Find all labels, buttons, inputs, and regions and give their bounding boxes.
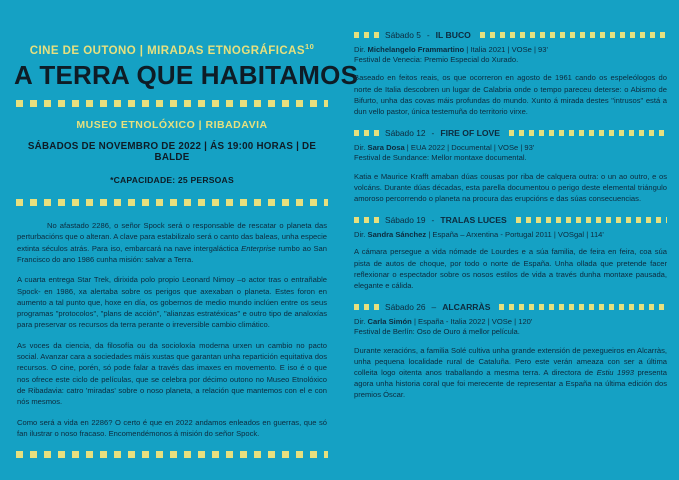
film-date: Sábado 12	[385, 127, 426, 138]
director-label: Dir.	[354, 317, 366, 327]
intro-text-block	[14, 220, 330, 448]
film-separator: -	[431, 214, 435, 225]
film-details: | EUA 2022 | Documental | VOSe | 93'	[406, 143, 535, 153]
film-header	[354, 215, 667, 224]
film-synopsis: Baseado en feitos reais, os que ocorreron en agosto de 1961 cando os espeleólogos do norte de Italia descobren un lugar de Calabria onde o tempo pareceu deterse: o Abismo de Bifurto, unha das covas máis profundas do mundo. Xunto á mirada destes "intrusos" está a dun vello pastor, única testemuña do territorio virxe.	[354, 73, 667, 117]
dotted-trail-icon	[480, 32, 667, 38]
venue-label: MUSEO ETNOLÓXICO | RIBADAVIA	[76, 119, 268, 132]
director-name: Michelangelo Frammartino	[367, 45, 465, 54]
film-entry	[354, 128, 667, 204]
dotted-divider-bottom	[16, 451, 328, 458]
film-header	[354, 30, 667, 39]
film-header	[354, 302, 667, 311]
film-date: Sábado 19	[385, 214, 426, 225]
intro-paragraph: Como será a vida en 2286? O certo é que en 2022 andamos enleados en guerras, que só fan ilustrar o noso fracaso. Encomendémonos á misión do señor Spock.	[17, 417, 327, 438]
dotted-divider-mid	[16, 199, 328, 206]
film-separator: –	[431, 301, 437, 312]
intro-paragraph-part: rumbo ao San Francisco do ano 1986 cunha misión: salvar a Terra.	[17, 243, 328, 264]
film-title: FIRE OF LOVE	[440, 127, 501, 138]
film-header	[354, 128, 667, 137]
director-label: Dir.	[354, 230, 366, 240]
film-separator: -	[426, 29, 430, 40]
film-award: Festival de Venecia: Premio Especial do Xurado.	[354, 55, 519, 65]
referenced-film-title-italic: Estiu 1993	[596, 368, 634, 378]
film-synopsis	[354, 345, 667, 401]
dotted-trail-icon	[509, 130, 667, 136]
page-title: A TERRA QUE HABITAMOS	[14, 59, 359, 90]
director-name: Sara Dosa	[367, 143, 405, 153]
film-title: TRALAS LUCES	[440, 214, 507, 225]
festival-edition-number: 10	[304, 42, 315, 51]
film-award: Festival de Sundance: Mellor montaxe documental.	[354, 153, 527, 163]
dotted-lead-icon	[354, 130, 380, 136]
dotted-lead-icon	[354, 304, 380, 310]
film-entry	[354, 215, 667, 291]
director-label: Dir.	[354, 143, 366, 153]
dotted-divider-top	[16, 100, 328, 107]
intro-paragraph-part: No afastado 2286, o señor Spock será o responsable de rescatar o planeta das perturbacións que o alteran. A clave para estabilizalo será o canto das baleas, unha especie extinta séculos atrás. Para iso, embarcará na nave intergaláctica	[17, 221, 327, 253]
dotted-lead-icon	[354, 217, 380, 223]
film-entry	[354, 302, 667, 400]
intro-paragraph	[17, 220, 327, 265]
director-label: Dir.	[354, 45, 366, 54]
film-credits	[354, 143, 667, 163]
film-date: Sábado 26	[385, 301, 426, 312]
schedule-label: SÁBADOS DE NOVEMBRO DE 2022 | ÁS 19:00 HORAS | DE BALDE	[27, 141, 317, 164]
film-title-italic: Enterprise	[241, 243, 276, 253]
synopsis-part: Durante xeracións, a familia Solé cultiva unha grande extensión de pexegueiros en Alcarràs, unha pequena localidade rural de Cataluña. Pero este verán ameaza con ser a última colleita logo oitenta anos traballando a mesma terra. A directora de	[354, 345, 667, 378]
film-details: | España - Italia 2022 | VOSe | 120'	[413, 317, 533, 327]
film-credits	[354, 45, 667, 65]
director-name: Carla Simón	[367, 317, 412, 327]
film-title: ALCARRÀS	[442, 301, 491, 312]
festival-kicker	[14, 42, 330, 57]
intro-paragraph: A cuarta entrega Star Trek, dirixida polo propio Leonard Nimoy –o actor tras o entrañable Spock- en 1986, xa alertaba sobre os perigos que axexaban o planeta. Estes foron en aumento a tal punto que, hoxe en día, os gobernos de medio mundo inclúen entre os seus programas "protocolos", "plans de acción", "alianzas estratéxicas" e outro tipo de analoxías para preservar os recursos da terra perante o irreversible cambio climático.	[17, 275, 327, 330]
right-column	[344, 0, 679, 480]
film-separator: -	[431, 127, 435, 138]
film-details: | España – Arxentina - Portugal 2011 | VOSgal | 114'	[428, 230, 604, 240]
film-credits	[354, 317, 667, 337]
capacity-note: *CAPACIDADE: 25 PERSOAS	[110, 175, 234, 186]
film-entry	[354, 30, 667, 117]
film-award: Festival de Berlín: Oso de Ouro á mellor película.	[354, 327, 520, 337]
film-details: | Italia 2021 | VOSe | 93'	[466, 45, 548, 54]
festival-kicker-text: CINE DE OUTONO | MIRADAS ETNOGRÁFICAS	[29, 44, 305, 57]
film-synopsis: A cámara persegue a vida nómade de Lourdes e a súa familia, de feira en feira, coa súa pista de autos de choque, por todo o norte de España. Unha ollada que pretende facer reflexionar o espectador sobre os nosos estilos de vida a través dunha montaxe pausada, elegante e cálida.	[354, 247, 667, 291]
intro-paragraph: As voces da ciencia, da filosofía ou da socioloxía moderna urxen un cambio no pacto social. Avanzar cara a sociedades máis xustas que garantan unha repartición equitativa dos recursos. O cine, porén, só pode falar a través das imaxes en movemento. E iso é o que nos ofrece este ciclo de películas, que se celebra por décimo outono no Museo Etnolóxico de Ribadavia: catro 'miradas' sobre o noso planeta, a relación que mantemos con el e con nós mesmos.	[17, 340, 327, 406]
film-date: Sábado 5	[385, 29, 421, 40]
dotted-lead-icon	[354, 32, 380, 38]
dotted-trail-icon	[499, 304, 667, 310]
dotted-trail-icon	[516, 217, 667, 223]
synopsis-part: presenta agora unha historia coral que foi merecente de representar a España na última edición dos premios Óscar.	[354, 368, 667, 400]
director-name: Sandra Sánchez	[367, 230, 427, 240]
film-title: IL BUCO	[435, 29, 471, 40]
film-credits	[354, 230, 667, 240]
film-synopsis: Katia e Maurice Krafft amaban dúas cousas por riba de calquera outra: o un ao outro, e os volcáns. Durante dúas décadas, esta parella documentou o perigo deste elemental triángulo amoroso percorrendo o planeta na procura das erupcións e das súas consecuencias.	[354, 171, 667, 204]
